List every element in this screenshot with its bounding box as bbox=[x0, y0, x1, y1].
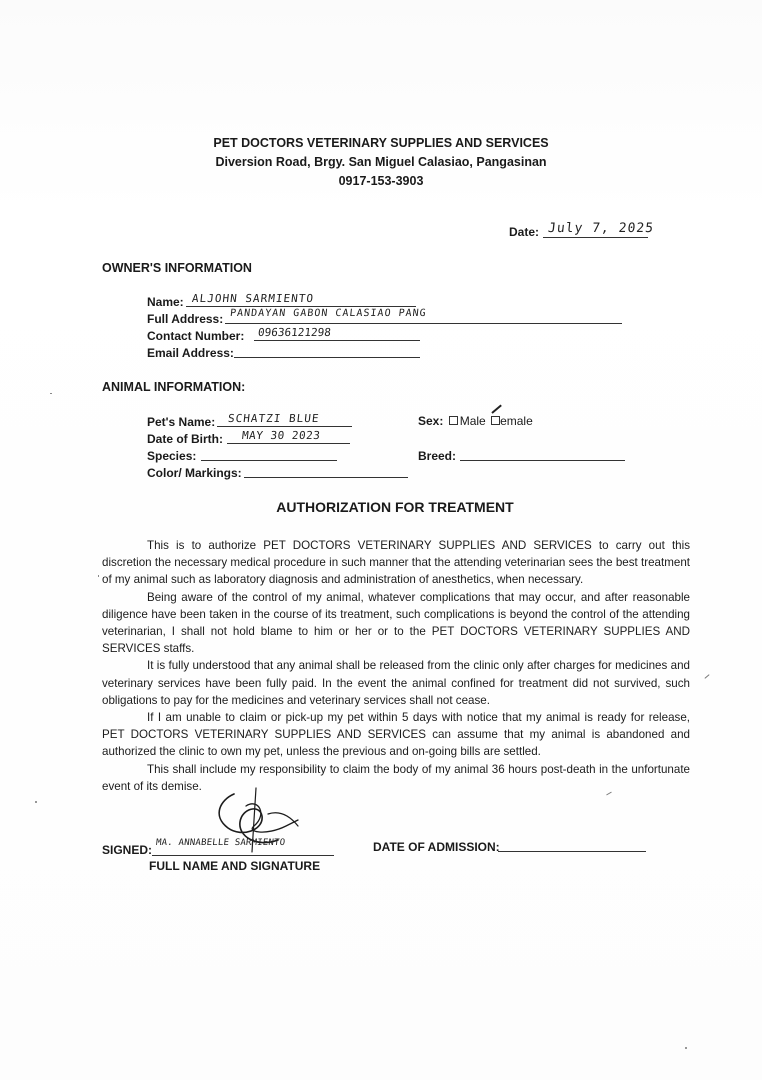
owner-address-line bbox=[225, 323, 622, 324]
company-address: Diversion Road, Brgy. San Miguel Calasiao, Pangasinan bbox=[215, 155, 547, 169]
color-markings-line bbox=[244, 477, 408, 478]
owner-section-title: OWNER'S INFORMATION bbox=[102, 261, 252, 275]
authorization-paragraph-3: It is fully understood that any animal shall be released from the clinic only after charges for medicines and veterinary services have been fully paid. In the event the animal confined for treatment did not survived, such obligations to pay for the medicines and veterinary services shall not cease. bbox=[102, 659, 690, 707]
authorization-paragraph-5: This shall include my responsibility to claim the body of my animal 36 hours post-death in the unfortunate event of its demise. bbox=[102, 762, 690, 793]
authorization-paragraph-2: Being aware of the control of my animal, whatever complications that may occur, and after reasonable diligence have been taken in the course of its treatment, such complications is beyond the control of the attending veterinarian, I shall not hold blame to him or her or to the PET DOCTORS VETERINARY SUPPLIES AND SERVICES staffs. bbox=[102, 590, 690, 656]
authorization-paragraph-4: If I am unable to claim or pick-up my pet within 5 days with notice that my animal is ready for release, PET DOCTORS VETERINARY SUPPLIES AND SERVICES can assume that my animal is abandoned and authorized the clinic to own my pet, unless the previous and on-going bills are settled. bbox=[102, 711, 690, 759]
signature-caption: FULL NAME AND SIGNATURE bbox=[149, 859, 321, 873]
color-markings-label: Color/ Markings: bbox=[147, 466, 242, 480]
owner-name-label: Name: bbox=[147, 295, 184, 309]
owner-name-line bbox=[186, 306, 416, 307]
female-option-label: emale bbox=[500, 414, 533, 428]
email-label: Email Address: bbox=[147, 346, 234, 360]
admission-date-label: DATE OF ADMISSION: bbox=[373, 840, 500, 854]
dob-value: MAY 30 2023 bbox=[241, 429, 322, 442]
date-label: Date: bbox=[509, 225, 540, 239]
signed-line bbox=[152, 855, 334, 856]
scan-speck bbox=[685, 1047, 687, 1049]
animal-section-title: ANIMAL INFORMATION: bbox=[102, 380, 246, 394]
signed-value: MA. ANNABELLE SARMIENTO bbox=[155, 838, 286, 848]
scan-speck bbox=[704, 674, 709, 679]
species-line bbox=[201, 460, 337, 461]
owner-name-value: ALJOHN SARMIENTO bbox=[191, 292, 315, 305]
scan-speck bbox=[50, 393, 52, 394]
scan-speck bbox=[35, 801, 37, 803]
email-line bbox=[234, 357, 420, 358]
authorization-title: AUTHORIZATION FOR TREATMENT bbox=[276, 499, 514, 515]
signed-label: SIGNED: bbox=[102, 843, 153, 857]
breed-label: Breed: bbox=[418, 449, 457, 463]
breed-line bbox=[460, 460, 625, 461]
sex-field bbox=[418, 414, 533, 428]
pet-name-label: Pet's Name: bbox=[147, 415, 216, 429]
company-phone: 0917-153-3903 bbox=[338, 174, 424, 188]
dob-label: Date of Birth: bbox=[147, 432, 223, 446]
admission-date-line bbox=[498, 851, 646, 852]
sex-label: Sex: bbox=[418, 414, 444, 428]
company-name: PET DOCTORS VETERINARY SUPPLIES AND SERVICES bbox=[213, 136, 549, 150]
contact-number-label: Contact Number: bbox=[147, 329, 245, 343]
owner-address-label: Full Address: bbox=[147, 312, 224, 326]
male-checkbox[interactable] bbox=[449, 416, 458, 425]
pet-name-value: SCHATZI BLUE bbox=[227, 412, 321, 425]
date-value: July 7, 2025 bbox=[547, 221, 655, 236]
male-option-label: Male bbox=[459, 414, 486, 428]
authorization-paragraph-1: This is to authorize PET DOCTORS VETERINARY SUPPLIES AND SERVICES to carry out this discretion the necessary medical procedure in such manner that the attending veterinarian sees the best treatment of my animal such as laboratory diagnosis and administration of anesthetics, when necessary. bbox=[102, 539, 690, 587]
species-label: Species: bbox=[147, 449, 197, 463]
female-checkbox[interactable] bbox=[491, 416, 500, 425]
owner-address-value: PANDAYAN GABON CALASIAO PANG bbox=[229, 308, 428, 319]
contact-number-value: 09636121298 bbox=[257, 326, 332, 339]
scan-speck bbox=[98, 575, 99, 577]
contact-number-line bbox=[254, 340, 420, 341]
dob-line bbox=[227, 443, 350, 444]
date-line bbox=[543, 237, 648, 238]
authorization-body bbox=[102, 537, 690, 795]
pet-name-line bbox=[217, 426, 352, 427]
